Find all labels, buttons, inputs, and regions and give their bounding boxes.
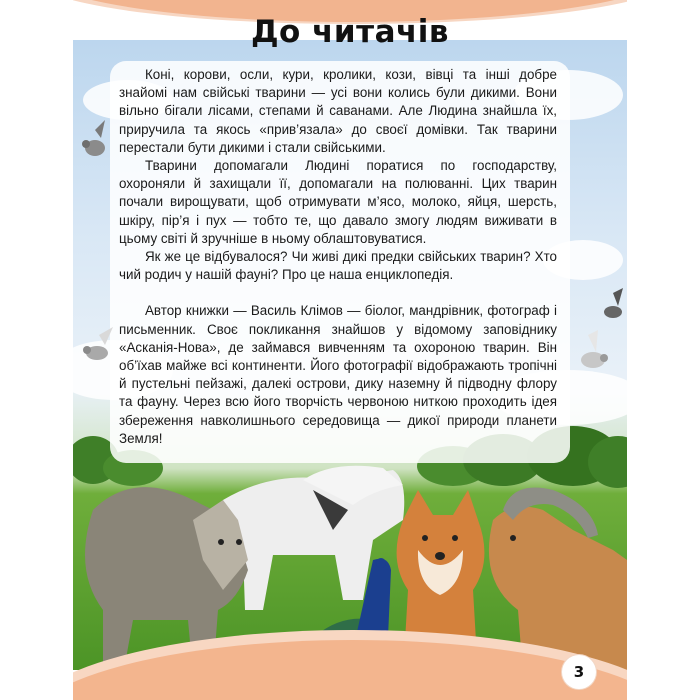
pigeon-icon xyxy=(568,330,618,380)
page-number: 3 xyxy=(562,655,596,689)
pigeon-icon xyxy=(598,288,627,328)
pigeon-icon xyxy=(75,120,115,170)
book-page xyxy=(73,0,627,700)
page-title: До читачів xyxy=(250,14,450,50)
paragraph: Коні, корови, осли, кури, кролики, кози, вівці та інші добре знайомі нам свійські тварини — усі вони колись були дикими. Вони вільно бігали лісами, степами й саванами. Але Людина знайшла їх, приручила та якось «прив’язала» до своєї домівки. Так тварини перестали бути дикими і стали свійськими. xyxy=(119,67,557,155)
intro-text xyxy=(119,66,557,448)
paragraph: Тварини допомагали Людині поратися по господарству, охороняли й захищали її, допомагали на полюванні. Цих тварин почали вирощувати, щоб отримувати м’ясо, молоко, яйця, шерсть, шкіру, пір’я і пух — тобто те, що давало змогу людям виживати в цьому світі й зручніше в ньому облаштовуватися. xyxy=(119,158,557,246)
paragraph: Як же це відбувалося? Чи живі дикі предки свійських тварин? Хто чий родич у нашій фауні? Про це наша енциклопедія. xyxy=(119,249,557,283)
paragraph: Автор книжки — Василь Клімов — біолог, мандрівник, фотограф і письменник. Своє покликання знайшов у відомому заповіднику «Асканія-Нова», де займався вивченням та охороною тварин. Він об’їхав майже всі континенти. Його фотографії відображають тропічні й пустельні пейзажі, далекі острови, дику наземну й підводну флору та фауну. Через всю його творчість червоною ниткою проходить ідея збереження навколишнього середовища — дикої природи планети Земля! xyxy=(119,303,557,446)
pigeon-icon xyxy=(77,325,117,375)
